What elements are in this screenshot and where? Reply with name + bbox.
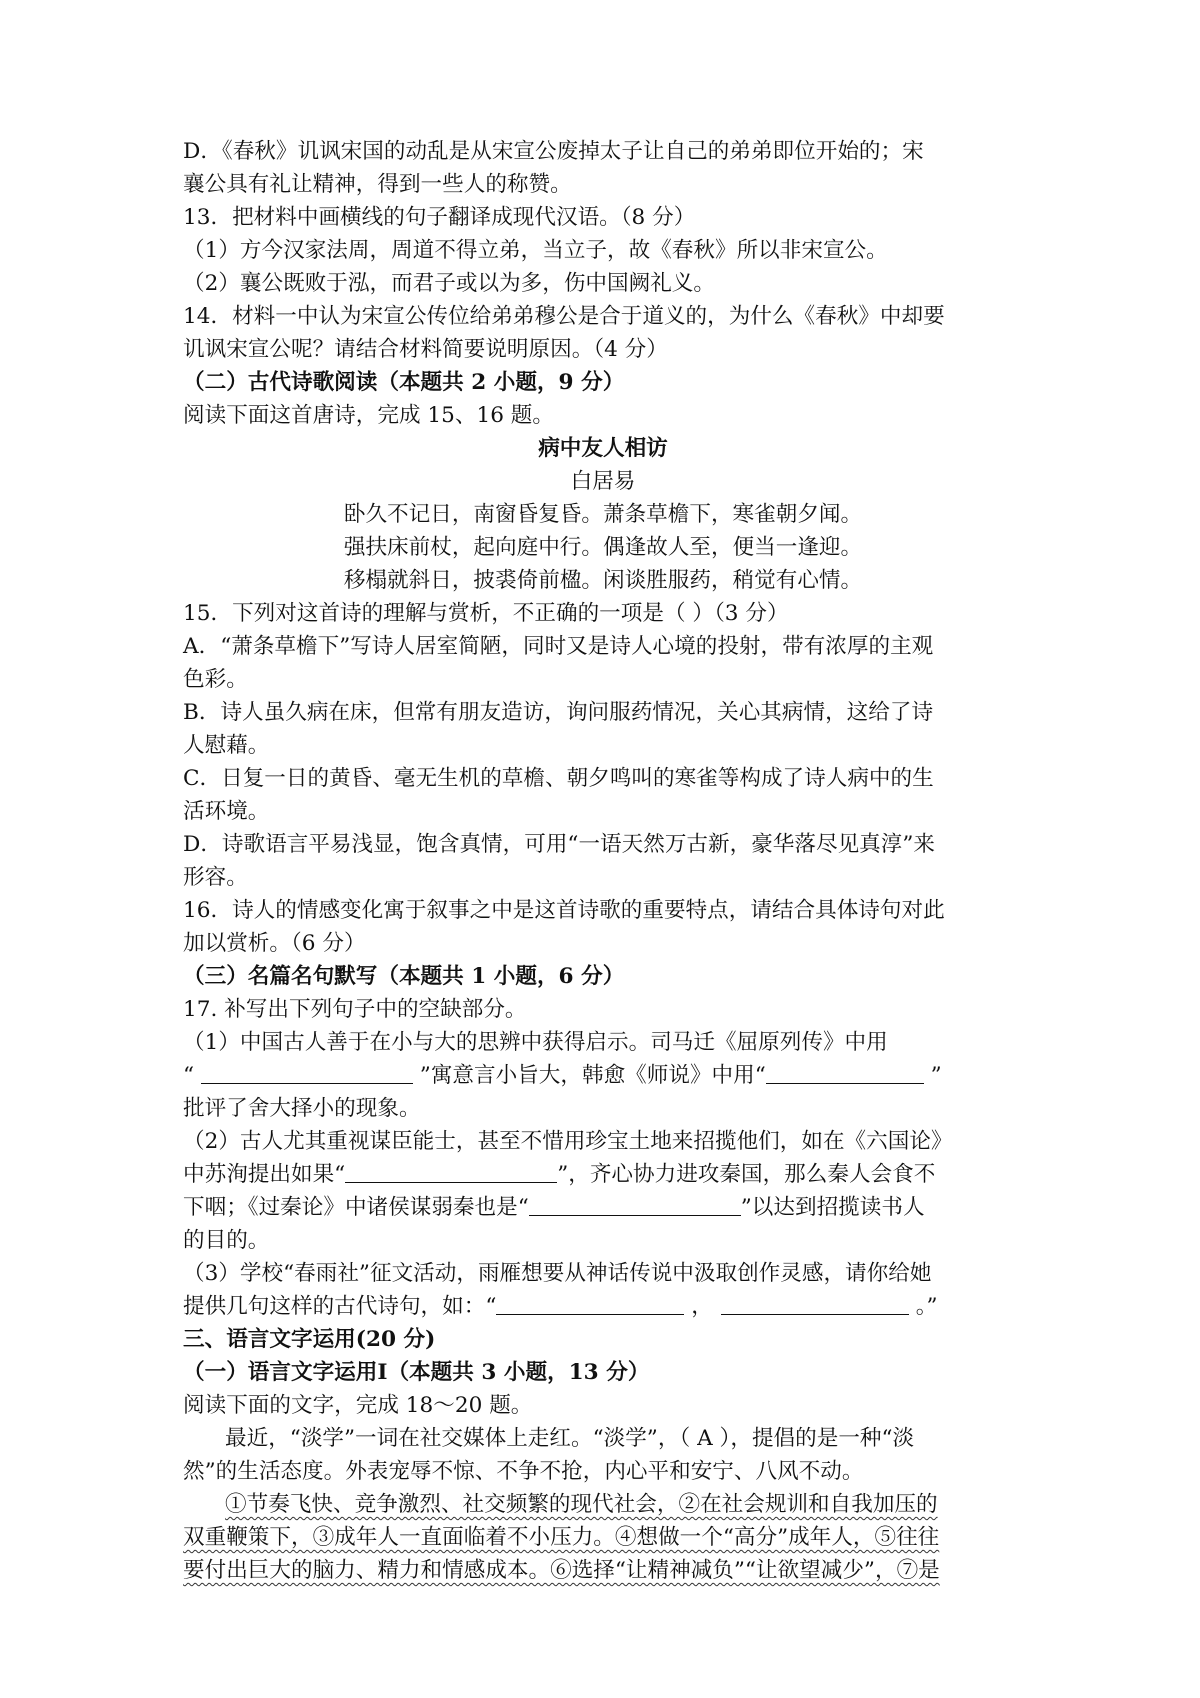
- passage-line-2: 然”的生活态度。外表宠辱不惊、不争不抢，内心平和安宁、八风不动。: [183, 1459, 864, 1484]
- question-17: 17. 补写出下列句子中的空缺部分。: [183, 997, 527, 1022]
- q15-option-b-line-1: B．诗人虽久病在床，但常有朋友造访，询问服药情况，关心其病情，这给了诗: [183, 700, 934, 725]
- q17-part-3-line-2: [183, 1290, 1023, 1324]
- q15-option-d-line-2: 形容。: [183, 865, 248, 890]
- passage-line-4: [183, 1521, 1023, 1555]
- passage-line-5: [183, 1554, 1023, 1588]
- q17-2-text-c: 下咽；《过秦论》中诸侯谋弱秦也是“: [183, 1195, 529, 1220]
- passage-line-3: [225, 1488, 1023, 1522]
- q17-2-text-d: ”以达到招揽读书人: [740, 1195, 925, 1220]
- question-14-line-1: 14．材料一中认为宋宣公传位给弟弟穆公是合于道义的，为什么《春秋》中却要: [183, 304, 945, 329]
- q17-part-2-line-2: [183, 1158, 1023, 1192]
- q13-sentence-1: （1）方今汉家法周，周道不得立弟，当立子，故《春秋》所以非宋宣公。: [183, 238, 888, 263]
- poem-line-2: 强扶床前杖，起向庭中行。偶逢故人至，便当一逢迎。: [343, 535, 863, 560]
- poem-title: 病中友人相访: [538, 436, 668, 461]
- q15-option-a-line-2: 色彩。: [183, 667, 248, 692]
- open-quote: “: [183, 1063, 195, 1088]
- section-heading-poetry: （二）古代诗歌阅读（本题共 2 小题，9 分）: [183, 370, 625, 395]
- q17-3-text-a: 提供几句这样的古代诗句，如：“: [183, 1294, 497, 1319]
- wavy-underlined-text: ①节奏飞快、竞争激烈、社交频繁的现代社会，②在社会规训和自我加压的: [225, 1492, 938, 1517]
- q17-2-text-b: ”，齐心协力进攻秦国，那么秦人会食不: [557, 1162, 936, 1187]
- reading-instruction: 阅读下面的文字，完成 18～20 题。: [183, 1393, 533, 1418]
- wavy-underlined-text: 要付出巨大的脑力、精力和情感成本。⑥选择“让精神减负”“让欲望减少”，⑦是: [183, 1558, 940, 1583]
- q17-3-text-b: ，: [691, 1294, 713, 1319]
- blank-q17-2b[interactable]: [529, 1193, 741, 1216]
- blank-q17-3a[interactable]: [496, 1292, 684, 1315]
- blank-q17-3b[interactable]: [721, 1292, 909, 1315]
- blank-q17-1b[interactable]: [766, 1061, 924, 1084]
- blank-q17-1a[interactable]: [201, 1061, 413, 1084]
- blank-q17-2a[interactable]: [345, 1160, 557, 1183]
- option-d-line-2: 襄公具有礼让精神，得到一些人的称赞。: [183, 172, 572, 197]
- question-16-line-2: 加以赏析。（6 分）: [183, 931, 366, 956]
- q15-option-c-line-1: C．日复一日的黄昏、毫无生机的草檐、朝夕鸣叫的寒雀等构成了诗人病中的生: [183, 766, 934, 791]
- q17-part-3-line-1: （3）学校“春雨社”征文活动，雨雁想要从神话传说中汲取创作灵感，请你给她: [183, 1261, 932, 1286]
- q17-part-1-line-1: （1）中国古人善于在小与大的思辨中获得启示。司马迁《屈原列传》中用: [183, 1030, 888, 1055]
- q17-2-text-a: 中苏洵提出如果“: [183, 1162, 346, 1187]
- section-heading-language: 三、语言文字运用(20 分): [183, 1327, 436, 1352]
- q17-part-2-line-3: [183, 1191, 1023, 1225]
- q13-sentence-2: （2）襄公既败于泓，而君子或以为多，伤中国阙礼义。: [183, 271, 715, 296]
- passage-line-1: 最近，“淡学”一词在社交媒体上走红。“淡学”，（ A ），提倡的是一种“淡: [225, 1426, 915, 1451]
- question-14-line-2: 讥讽宋宣公呢？请结合材料简要说明原因。（4 分）: [183, 337, 668, 362]
- question-16-line-1: 16．诗人的情感变化寓于叙事之中是这首诗歌的重要特点，请结合具体诗句对此: [183, 898, 945, 923]
- q17-part-2-line-1: （2）古人尤其重视谋臣能士，甚至不惜用珍宝土地来招揽他们，如在《六国论》: [183, 1129, 953, 1154]
- poem-author: 白居易: [570, 469, 636, 494]
- q17-part-1-line-3: 批评了舍大择小的现象。: [183, 1096, 421, 1121]
- poem-line-1: 卧久不记日，南窗昏复昏。萧条草檐下，寒雀朝夕闻。: [343, 502, 863, 527]
- q17-part-2-line-4: 的目的。: [183, 1228, 270, 1253]
- close-quote: ”: [930, 1063, 942, 1088]
- q15-option-d-line-1: D．诗歌语言平易浅显，饱含真情，可用“一语天然万古新，豪华落尽见真淳”来: [183, 832, 935, 857]
- subsection-heading-language-1: （一）语言文字运用Ⅰ（本题共 3 小题，13 分）: [183, 1360, 650, 1385]
- q17-part-1-line-2: [183, 1059, 1023, 1093]
- question-15: 15．下列对这首诗的理解与赏析，不正确的一项是（ ）（3 分）: [183, 601, 789, 626]
- q15-option-c-line-2: 活环境。: [183, 799, 270, 824]
- section-heading-recitation: （三）名篇名句默写（本题共 1 小题，6 分）: [183, 964, 625, 989]
- q15-option-b-line-2: 人慰藉。: [183, 733, 270, 758]
- wavy-underlined-text: 双重鞭策下，③成年人一直面临着不小压力。④想做一个“高分”成年人，⑤往往: [183, 1525, 940, 1550]
- q17-1-text-b: ”寓意言小旨大，韩愈《师说》中用“: [419, 1063, 766, 1088]
- poem-line-3: 移榻就斜日，披裘倚前楹。闲谈胜服药，稍觉有心情。: [343, 568, 863, 593]
- poetry-instruction: 阅读下面这首唐诗，完成 15、16 题。: [183, 403, 554, 428]
- option-d-line-1: D．《春秋》讥讽宋国的动乱是从宋宣公废掉太子让自己的弟弟即位开始的；宋: [183, 139, 924, 164]
- q17-3-text-c: 。”: [915, 1294, 938, 1319]
- q15-option-a-line-1: A．“萧条草檐下”写诗人居室简陋，同时又是诗人心境的投射，带有浓厚的主观: [183, 634, 934, 659]
- question-13: 13．把材料中画横线的句子翻译成现代汉语。（8 分）: [183, 205, 696, 230]
